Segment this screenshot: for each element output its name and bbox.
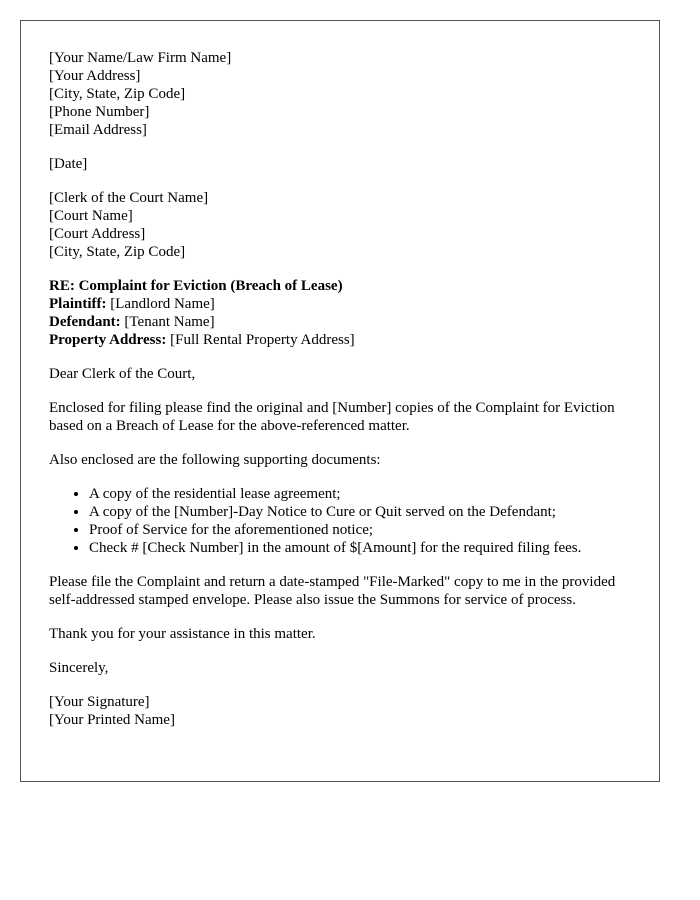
- closing: Sincerely,: [49, 660, 109, 676]
- date-block: [49, 155, 639, 173]
- letter-date: [Date]: [49, 156, 88, 172]
- signature: [Your Signature]: [49, 694, 150, 710]
- list-item: • A copy of the [Number]-Day Notice to Cure or Quit served on the Defendant;: [89, 503, 639, 521]
- sender-email: [Email Address]: [49, 122, 147, 138]
- documents-list: [49, 485, 639, 557]
- sender-phone: [Phone Number]: [49, 104, 150, 120]
- property-value: [Full Rental Property Address]: [170, 332, 355, 348]
- re-subject: [49, 277, 639, 295]
- signature-block: [49, 693, 639, 729]
- plaintiff-value: [Landlord Name]: [110, 296, 215, 312]
- recipient-clerk: [Clerk of the Court Name]: [49, 190, 209, 206]
- paragraph-request: Please file the Complaint and return a date-stamped "File-Marked" copy to me in the provided self-addressed stamped envelope. Please also issue the Summons for service of process.: [49, 574, 616, 608]
- printed-name: [Your Printed Name]: [49, 712, 175, 728]
- re-property: [49, 331, 639, 349]
- re-subject-text: RE: Complaint for Eviction (Breach of Lease): [49, 278, 343, 294]
- sender-block: [49, 49, 639, 139]
- list-item: • Check # [Check Number] in the amount of $[Amount] for the required filing fees.: [89, 539, 639, 557]
- defendant-value: [Tenant Name]: [124, 314, 215, 330]
- paragraph-thanks: Thank you for your assistance in this matter.: [49, 626, 316, 642]
- re-defendant: [49, 313, 639, 331]
- sender-address: [Your Address]: [49, 68, 141, 84]
- recipient-block: [49, 189, 639, 261]
- property-label: Property Address:: [49, 332, 167, 348]
- recipient-court-address: [Court Address]: [49, 226, 146, 242]
- paragraph-enclosed: Enclosed for filing please find the original and [Number] copies of the Complaint for Eviction based on a Breach of Lease for the above-referenced matter.: [49, 400, 615, 434]
- re-plaintiff: [49, 295, 639, 313]
- defendant-label: Defendant:: [49, 314, 121, 330]
- recipient-city-state-zip: [City, State, Zip Code]: [49, 244, 186, 260]
- paragraph-supporting-docs: Also enclosed are the following supporting documents:: [49, 452, 381, 468]
- list-item: • Proof of Service for the aforementioned notice;: [89, 521, 639, 539]
- plaintiff-label: Plaintiff:: [49, 296, 107, 312]
- letter-content: [49, 49, 639, 745]
- re-block: [49, 277, 639, 349]
- list-item: • A copy of the residential lease agreement;: [89, 485, 639, 503]
- sender-name: [Your Name/Law Firm Name]: [49, 50, 232, 66]
- sender-city-state-zip: [City, State, Zip Code]: [49, 86, 186, 102]
- recipient-court: [Court Name]: [49, 208, 133, 224]
- letter-page: [20, 20, 660, 782]
- salutation: Dear Clerk of the Court,: [49, 366, 196, 382]
